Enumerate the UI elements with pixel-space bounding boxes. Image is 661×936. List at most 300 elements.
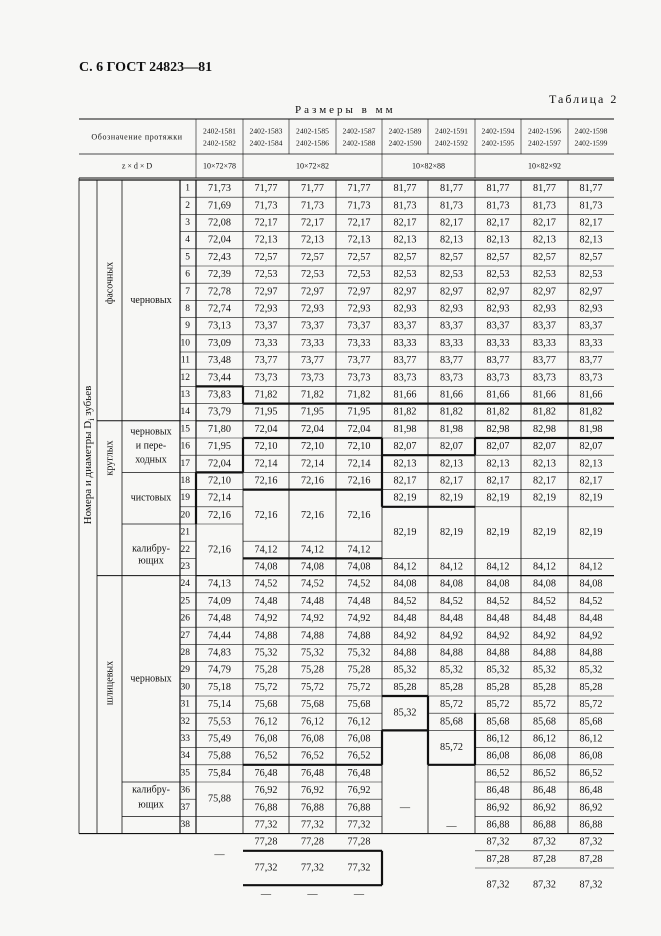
table-cell: 74,52	[347, 578, 371, 590]
table-cell: 85,32	[393, 707, 417, 719]
table-cell: 84,48	[486, 613, 510, 625]
table-cell: 85,72	[579, 699, 603, 711]
table-cell: 71,80	[208, 423, 231, 435]
table-cell: 81,66	[393, 389, 417, 401]
table-cell: 74,52	[301, 578, 324, 590]
table-cell: 74,13	[208, 578, 231, 590]
table-cell: 84,12	[486, 561, 510, 573]
table-cell: 76,52	[301, 750, 324, 762]
table-cell: 84,88	[533, 647, 556, 659]
table-cell: 74,92	[301, 613, 324, 625]
table-cell: 71,73	[301, 200, 324, 212]
row-number: 19	[180, 493, 190, 504]
table-cell: 84,52	[393, 595, 417, 607]
table-cell: 75,72	[254, 681, 278, 693]
table-cell: 84,48	[533, 613, 556, 625]
table-cell: 84,52	[579, 595, 603, 607]
table-cell: 86,92	[486, 802, 510, 814]
table-cell: 74,12	[254, 544, 278, 556]
row-number: 8	[185, 304, 190, 314]
table-cell: 75,49	[208, 733, 231, 745]
side-label-round: круглых	[104, 440, 116, 476]
table-cell: 83,37	[440, 320, 463, 332]
table-cell: 81,73	[393, 200, 417, 212]
table-cell: 82,17	[486, 475, 510, 487]
row-number: 25	[180, 596, 190, 607]
table-cell: 83,77	[579, 355, 603, 367]
table-cell: 85,72	[440, 699, 463, 711]
table-cell: 82,53	[440, 269, 463, 281]
table-cell: 86,08	[579, 750, 603, 762]
table-cell: 76,08	[254, 733, 278, 745]
table-cell: 85,32	[440, 664, 463, 676]
table-cell: 87,32	[533, 879, 556, 891]
table-cell: 72,04	[254, 423, 278, 435]
table-cell: 81,82	[533, 406, 556, 418]
table-cell: 74,92	[254, 613, 278, 625]
table-cell: 72,17	[301, 217, 324, 229]
category-label-rough-trans: и пере-	[135, 440, 167, 452]
table-cell: 77,28	[347, 836, 371, 848]
designation-code: 2402-1591	[435, 126, 468, 136]
table-cell: 72,04	[301, 423, 324, 435]
category-label-calib: калибру-	[132, 784, 170, 796]
table-cell: 83,73	[579, 372, 603, 384]
category-label-rough: черновых	[130, 673, 172, 685]
table-cell: 81,77	[533, 183, 556, 195]
table-cell: 82,19	[486, 492, 510, 504]
table-cell: 73,33	[254, 337, 278, 349]
table-cell: 84,52	[486, 595, 510, 607]
table-cell: 82,57	[579, 251, 603, 263]
table-cell: 84,08	[579, 578, 603, 590]
table-cell: 82,07	[440, 441, 463, 453]
table-cell: 72,04	[208, 458, 231, 470]
table-cell: 82,07	[579, 441, 603, 453]
table-cell: 71,95	[208, 441, 231, 453]
table-cell: 82,17	[486, 217, 510, 229]
table-cell: 84,92	[440, 630, 463, 642]
table-cell: 81,82	[579, 406, 603, 418]
table-cell: 74,48	[347, 595, 371, 607]
table-cell: 83,73	[486, 372, 510, 384]
table-cell: 71,95	[254, 406, 278, 418]
table-cell: 73,44	[208, 372, 231, 384]
category-label-rough-trans: ходных	[135, 454, 167, 466]
table-cell: 84,12	[533, 561, 556, 573]
table-cell: 84,08	[533, 578, 556, 590]
table-cell: 83,33	[579, 337, 603, 349]
table-cell: 72,13	[301, 234, 324, 246]
table-label: Таблица 2	[549, 92, 619, 106]
table-cell: 72,16	[301, 475, 324, 487]
table-cell: 76,12	[254, 716, 278, 728]
table-cell: 81,98	[440, 423, 463, 435]
table-cell: 83,33	[393, 337, 417, 349]
table-cell: 82,13	[393, 458, 417, 470]
table-cell: 82,17	[579, 217, 603, 229]
table-cell: 85,28	[579, 681, 603, 693]
table-cell: 84,92	[393, 630, 417, 642]
table-cell: 82,13	[486, 234, 510, 246]
table-cell: 84,08	[486, 578, 510, 590]
table-cell: 72,10	[347, 441, 371, 453]
table-cell: 81,77	[579, 183, 603, 195]
table-cell: 74,88	[254, 630, 278, 642]
table-cell: 76,48	[347, 767, 371, 779]
table-cell: 72,16	[254, 509, 278, 521]
table-cell: 76,92	[254, 785, 278, 797]
table-cell: 72,93	[301, 303, 324, 315]
table-cell: 82,19	[440, 527, 463, 539]
table-cell: 82,93	[486, 303, 510, 315]
table-cell: 81,98	[579, 423, 603, 435]
table-cell: 76,52	[347, 750, 371, 762]
row-number: 4	[185, 235, 190, 246]
table-cell: 82,93	[533, 303, 556, 315]
table-cell: 86,12	[533, 733, 556, 745]
table-cell: 85,32	[533, 664, 556, 676]
table-cell: 82,19	[440, 492, 463, 504]
table-cell: 71,82	[254, 389, 278, 401]
table-cell: 82,97	[393, 286, 417, 298]
row-number: 15	[180, 424, 190, 435]
table-cell: 72,74	[208, 303, 231, 315]
table-cell: 84,12	[393, 561, 417, 573]
table-cell: 74,92	[347, 613, 371, 625]
table-cell: 84,08	[440, 578, 463, 590]
table-cell: 81,98	[393, 423, 417, 435]
table-cell: 86,88	[533, 819, 556, 831]
table-cell: 82,07	[533, 441, 556, 453]
side-label-tail: зубьев	[82, 385, 94, 419]
table-cell: 74,52	[254, 578, 278, 590]
row-number: 1	[185, 183, 190, 194]
table-cell: 73,37	[301, 320, 324, 332]
table-cell: —	[446, 821, 457, 833]
table-cell: 75,18	[208, 681, 231, 693]
table-cell: 71,73	[208, 183, 231, 195]
row-number: 28	[180, 648, 190, 658]
category-label-calib: калибру-	[132, 543, 170, 555]
designation-code: 2402-1589	[388, 126, 422, 136]
table-cell: 71,82	[347, 389, 371, 401]
table-cell: 75,68	[347, 699, 371, 711]
table-cell: 74,88	[347, 630, 371, 642]
table-cell: 71,82	[301, 389, 324, 401]
size-group-label: 10×82×88	[411, 161, 446, 171]
table-cell: 77,32	[254, 862, 278, 874]
table-cell: 76,08	[347, 733, 371, 745]
table-cell: 75,32	[254, 647, 278, 659]
table-cell: 72,04	[208, 234, 231, 246]
table-cell: 83,73	[533, 372, 556, 384]
table-cell: 76,48	[254, 767, 278, 779]
table-cell: 84,88	[393, 647, 417, 659]
table-cell: 75,32	[301, 647, 324, 659]
designation-code: 2402-1598	[574, 126, 608, 136]
side-label-chamfer: фасочных	[104, 261, 116, 305]
table-cell: 85,28	[393, 681, 417, 693]
table-cell: 82,17	[579, 475, 603, 487]
table-cell: 71,95	[347, 406, 371, 418]
table-cell: 87,32	[579, 836, 603, 848]
table-cell: 75,84	[208, 767, 231, 779]
table-cell: 82,19	[393, 527, 417, 539]
table-cell: 82,57	[393, 251, 417, 263]
table-cell: 71,69	[208, 200, 231, 212]
table-cell: 72,13	[347, 234, 371, 246]
table-cell: 76,88	[347, 802, 371, 814]
row-number: 29	[180, 665, 190, 676]
table-cell: 72,13	[254, 234, 278, 246]
table-cell: 82,57	[440, 251, 463, 263]
table-cell: 82,17	[533, 475, 556, 487]
table-cell: 85,32	[393, 664, 417, 676]
row-number: 18	[180, 476, 190, 486]
table-cell: 74,12	[301, 544, 324, 556]
designation-code: 2402-1596	[528, 126, 561, 136]
table-cell: 81,66	[533, 389, 556, 401]
row-number: 21	[180, 527, 190, 538]
table-cell: —	[399, 802, 411, 814]
row-number: 23	[180, 562, 190, 572]
table-cell: 83,37	[393, 320, 417, 332]
table-cell: 84,12	[579, 561, 603, 573]
size-group-label: 10×72×78	[202, 161, 237, 171]
table-cell: 81,77	[486, 183, 510, 195]
table-cell: 86,52	[579, 767, 603, 779]
table-cell: 81,66	[440, 389, 463, 401]
row-number: 26	[180, 613, 190, 624]
designation-code: 2402-1586	[296, 138, 329, 148]
table-cell: 83,37	[486, 320, 510, 332]
table-cell: 81,82	[440, 406, 463, 418]
table-cell: 83,77	[486, 355, 510, 367]
table-cell: 77,32	[254, 819, 278, 831]
table-cell: 81,73	[486, 200, 510, 212]
table-cell: 85,68	[486, 716, 510, 728]
table-cell: 84,48	[579, 613, 603, 625]
table-cell: 76,88	[254, 802, 278, 814]
table-cell: 72,78	[208, 286, 231, 298]
table-cell: 75,72	[347, 681, 371, 693]
row-number: 35	[180, 768, 190, 779]
table-cell: 71,73	[347, 200, 371, 212]
table-cell: 72,08	[208, 217, 231, 229]
table-cell: 83,77	[533, 355, 556, 367]
table-cell: 82,97	[440, 286, 463, 298]
table-cell: 75,68	[254, 699, 278, 711]
table-cell: 82,53	[393, 269, 417, 281]
table-cell: 75,68	[301, 699, 324, 711]
table-cell: 76,12	[347, 716, 371, 728]
table-cell: 84,12	[440, 561, 463, 573]
table-cell: 75,88	[208, 793, 231, 805]
table-cell: 72,16	[208, 544, 231, 556]
row-number: 2	[185, 200, 190, 211]
side-label-spline: шлицевых	[104, 660, 116, 706]
row-number: 30	[180, 682, 190, 693]
table-cell: 85,72	[486, 699, 510, 711]
table-cell: 72,14	[347, 458, 371, 470]
table-cell: 74,08	[254, 561, 278, 573]
table-cell: 72,16	[301, 509, 324, 521]
table-cell: 82,17	[440, 217, 463, 229]
table-cell: 82,19	[486, 527, 510, 539]
table-cell: 71,73	[254, 200, 278, 212]
table-cell: 73,37	[254, 320, 278, 332]
designation-code: 2402-1582	[203, 138, 236, 148]
row-number: 6	[185, 269, 190, 280]
table-cell: 81,73	[533, 200, 556, 212]
table-cell: 75,88	[208, 750, 231, 762]
table-cell: 81,66	[579, 389, 603, 401]
table-cell: 87,28	[486, 853, 510, 865]
table-cell: 77,32	[347, 819, 371, 831]
table-cell: 72,53	[347, 269, 371, 281]
category-label-calib: ющих	[138, 799, 164, 811]
table-cell: 85,72	[533, 699, 556, 711]
table-cell: 76,48	[301, 767, 324, 779]
table-cell: 81,82	[393, 406, 417, 418]
category-label-rough: черновых	[130, 294, 172, 306]
table-cell: 74,08	[347, 561, 371, 573]
row-number: 31	[180, 699, 190, 710]
side-label-subscript: i	[86, 418, 96, 421]
table-cell: 83,33	[533, 337, 556, 349]
table-cell: 85,68	[579, 716, 603, 728]
table-cell: 85,72	[440, 742, 463, 754]
table-cell: 72,17	[254, 217, 278, 229]
designation-code: 2402-1597	[528, 138, 561, 148]
row-number: 32	[180, 716, 190, 727]
table-cell: 73,09	[208, 337, 231, 349]
table-cell: 82,53	[486, 269, 510, 281]
table-cell: 74,83	[208, 647, 231, 659]
table-cell: 75,28	[301, 664, 324, 676]
table-cell: 85,68	[533, 716, 556, 728]
table-cell: 72,14	[254, 458, 278, 470]
table-cell: 82,57	[486, 251, 510, 263]
table-cell: 72,16	[208, 509, 231, 521]
table-cell: 72,97	[347, 286, 371, 298]
table-cell: 82,53	[533, 269, 556, 281]
row-number: 9	[185, 321, 190, 332]
table-cell: 77,28	[254, 836, 278, 848]
table-cell: 82,07	[393, 441, 417, 453]
table-cell: 85,32	[579, 664, 603, 676]
table-cell: 75,28	[347, 664, 371, 676]
table-cell: 72,93	[347, 303, 371, 315]
row-number: 24	[180, 579, 190, 590]
row-number: 16	[180, 441, 190, 452]
table-cell: 76,08	[301, 733, 324, 745]
row-number: 38	[180, 820, 190, 830]
row-number: 36	[180, 785, 190, 796]
row-number: 3	[185, 218, 190, 228]
designation-code: 2402-1588	[342, 138, 376, 148]
table-cell: 77,28	[301, 836, 324, 848]
table-cell: 86,52	[486, 767, 510, 779]
row-number: 13	[180, 390, 190, 400]
table-cell: 73,77	[301, 355, 324, 367]
table-cell: 82,97	[579, 286, 603, 298]
formula-label: z × d × D	[121, 161, 153, 171]
table-cell: 72,16	[347, 509, 371, 521]
table-cell: 72,04	[347, 423, 371, 435]
table-cell: 82,17	[440, 475, 463, 487]
table-cell: 82,97	[486, 286, 510, 298]
table-cell: 82,07	[486, 441, 510, 453]
table-cell: 87,28	[579, 853, 603, 865]
page-header: С. 6 ГОСТ 24823—81	[79, 60, 213, 75]
row-number: 33	[180, 734, 190, 744]
table-cell: 72,14	[208, 492, 231, 504]
table-cell: 71,77	[347, 183, 371, 195]
table-cell: 72,10	[208, 475, 231, 487]
table-cell: 83,33	[440, 337, 463, 349]
table-cell: 81,77	[440, 183, 463, 195]
table-cell: 74,12	[347, 544, 371, 556]
row-number: 20	[180, 510, 190, 521]
table-cell: 82,93	[579, 303, 603, 315]
table-cell: 82,19	[579, 527, 603, 539]
table-cell: 73,77	[347, 355, 371, 367]
row-number: 7	[185, 286, 190, 297]
table-cell: 77,32	[301, 819, 324, 831]
table-cell: 81,77	[393, 183, 417, 195]
table-cell: 76,92	[347, 785, 371, 797]
row-number: 12	[180, 372, 190, 383]
table-cell: 82,97	[533, 286, 556, 298]
table-cell: 82,13	[486, 458, 510, 470]
row-number: 37	[180, 802, 190, 813]
table-cell: 73,83	[208, 389, 231, 401]
table-cell: 87,32	[579, 879, 603, 891]
table-cell: 82,57	[533, 251, 556, 263]
row-number: 14	[180, 407, 190, 418]
table-cell: 72,43	[208, 251, 231, 263]
table-cell: 73,73	[347, 372, 371, 384]
table-cell: 82,93	[440, 303, 463, 315]
table-cell: 76,92	[301, 785, 324, 797]
table-cell: 85,68	[440, 716, 463, 728]
table-cell: 82,98	[533, 423, 556, 435]
table-cell: 82,13	[393, 234, 417, 246]
table-cell: 82,93	[393, 303, 417, 315]
table-cell: 81,66	[486, 389, 510, 401]
table-cell: 74,48	[301, 595, 324, 607]
table-cell: 83,37	[533, 320, 556, 332]
table-cell: 84,92	[579, 630, 603, 642]
table-cell: 86,12	[486, 733, 510, 745]
table-cell: 72,39	[208, 269, 231, 281]
table-cell: 73,73	[301, 372, 324, 384]
table-cell: 75,53	[208, 716, 231, 728]
table-cell: —	[214, 849, 225, 861]
table-cell: 73,33	[347, 337, 371, 349]
table-cell: 74,08	[301, 561, 324, 573]
table-cell: 85,28	[440, 681, 463, 693]
table-cell: 84,48	[440, 613, 463, 625]
table-cell: 77,32	[301, 862, 324, 874]
table-cell: 84,92	[533, 630, 556, 642]
table-cell: 82,17	[533, 217, 556, 229]
table-cell: 81,73	[579, 200, 603, 212]
table-cell: 84,52	[533, 595, 556, 607]
designation-code: 2402-1599	[574, 138, 608, 148]
